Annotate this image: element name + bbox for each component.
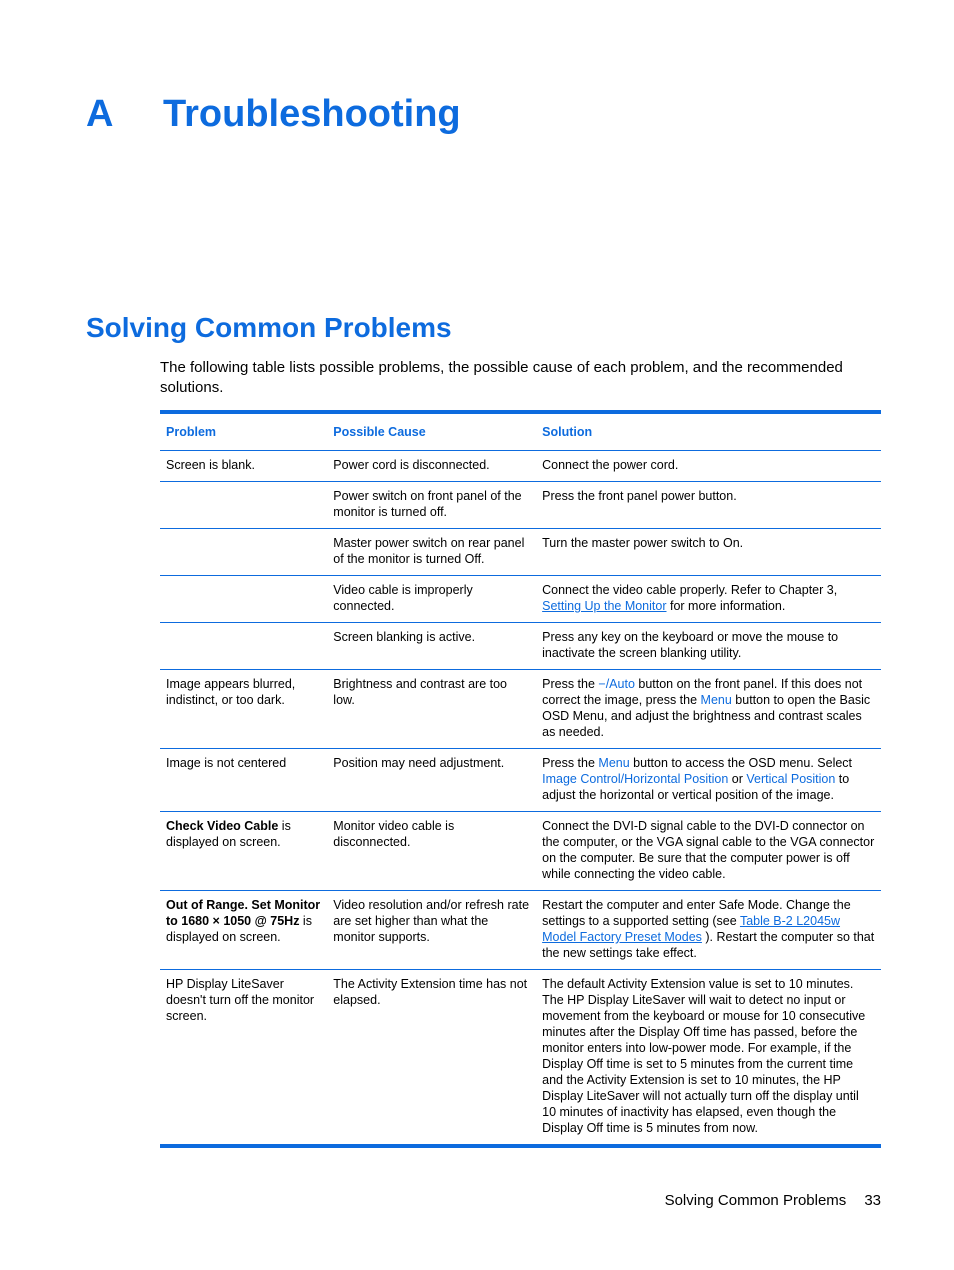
table-row: [160, 451, 881, 482]
footer-label: Solving Common Problems: [664, 1192, 847, 1209]
solution-cell: Connect the DVI-D signal cable to the DVI-D connector on the computer, or the VGA signal cable to the VGA connector on the computer. Be sure that the computer power is off while connecting the video cable.: [536, 812, 881, 891]
solution-cell: Restart the computer and enter Safe Mode. Change the settings to a supported setting (see Table B-2 L2045w Model Factory Preset Modes ). Restart the computer so that the new settings take effect.: [536, 891, 881, 970]
solution-cell: Press the Menu button to access the OSD menu. Select Image Control/Horizontal Position or Vertical Position to adjust the horizontal or vertical position of the image.: [536, 749, 881, 812]
chapter-title: Troubleshooting: [163, 93, 461, 135]
menu-button-label: Menu: [700, 693, 732, 707]
chapter-heading: [86, 93, 461, 136]
cause-cell: Position may need adjustment.: [327, 749, 536, 812]
cause-cell: The Activity Extension time has not elapsed.: [333, 977, 528, 1007]
troubleshooting-table: [160, 410, 881, 1148]
problem-cell: [160, 576, 327, 623]
table-row: [160, 529, 881, 576]
problem-cell: HP Display LiteSaver doesn't turn off the monitor screen.: [166, 977, 315, 1023]
preset-modes-table-link[interactable]: Table B-2 L2045w Model Factory Preset Modes: [542, 914, 841, 944]
cause-cell: Screen blanking is active.: [327, 623, 536, 670]
problem-cell: Image appears blurred, indistinct, or too dark.: [160, 670, 327, 749]
page-number: 33: [864, 1192, 881, 1209]
problem-cell: [160, 623, 327, 670]
section-title: Solving Common Problems: [86, 312, 452, 343]
intro-paragraph: The following table lists possible problems, the possible cause of each problem, and the recommended solutions.: [160, 359, 843, 396]
table-row: [160, 482, 881, 529]
table-row: [160, 812, 881, 891]
table-row: [160, 576, 881, 623]
solution-cell: Press the front panel power button.: [536, 482, 881, 529]
cause-cell: Monitor video cable is disconnected.: [327, 812, 536, 891]
cause-cell: Brightness and contrast are too low.: [327, 670, 536, 749]
table-row: [160, 623, 881, 670]
solution-cell: Press any key on the keyboard or move the mouse to inactivate the screen blanking utility.: [536, 623, 881, 670]
problem-cell: Check Video Cable is displayed on screen.: [160, 812, 327, 891]
problem-cell: Out of Range. Set Monitor to 1680 × 1050 @ 75Hz is displayed on screen.: [160, 891, 327, 970]
table-row: [160, 670, 881, 749]
solution-cell: Connect the video cable properly. Refer to Chapter 3, Setting Up the Monitor for more information.: [536, 576, 881, 623]
header-cause: Possible Cause: [327, 412, 536, 451]
problem-cell: Image is not centered: [160, 749, 327, 812]
table-row: [160, 970, 881, 1147]
header-solution: Solution: [536, 412, 881, 451]
cause-cell: Master power switch on rear panel of the monitor is turned Off.: [327, 529, 536, 576]
problem-cell: [160, 482, 327, 529]
table-header-row: [160, 412, 881, 451]
horizontal-position-label: Image Control/Horizontal Position: [542, 772, 729, 786]
page-footer: [665, 1192, 881, 1209]
auto-button-label: −/Auto: [598, 677, 635, 691]
setting-up-monitor-link[interactable]: Setting Up the Monitor: [542, 599, 667, 613]
problem-cell: [160, 529, 327, 576]
cause-cell: Power cord is disconnected.: [327, 451, 536, 482]
solution-cell: The default Activity Extension value is set to 10 minutes. The HP Display LiteSaver will wait to detect no input or movement from the keyboard or mouse for 10 consecutive minutes after the Display Off time has passed, before the monitor enters into low-power mode. For example, if the Display Off time is set to 5 minutes from the current time and the Activity Extension is set to 10 minutes, the HP Display LiteSaver will not actually turn off the display until 10 minutes of inactivity has elapsed, even though the Display Off time is 5 minutes from now.: [542, 977, 866, 1135]
problem-cell: Screen is blank.: [160, 451, 327, 482]
chapter-letter: A: [86, 93, 114, 135]
vertical-position-label: Vertical Position: [746, 772, 836, 786]
solution-cell: Press the −/Auto button on the front panel. If this does not correct the image, press the Menu button to open the Basic OSD Menu, and adjust the brightness and contrast scales as needed.: [536, 670, 881, 749]
menu-button-label: Menu: [598, 756, 630, 770]
header-problem: Problem: [160, 412, 327, 451]
solution-cell: Connect the power cord.: [536, 451, 881, 482]
cause-cell: Video resolution and/or refresh rate are set higher than what the monitor supports.: [327, 891, 536, 970]
solution-cell: Turn the master power switch to On.: [536, 529, 881, 576]
table-row: [160, 891, 881, 970]
cause-cell: Video cable is improperly connected.: [327, 576, 536, 623]
table-row: [160, 749, 881, 812]
cause-cell: Power switch on front panel of the monitor is turned off.: [327, 482, 536, 529]
